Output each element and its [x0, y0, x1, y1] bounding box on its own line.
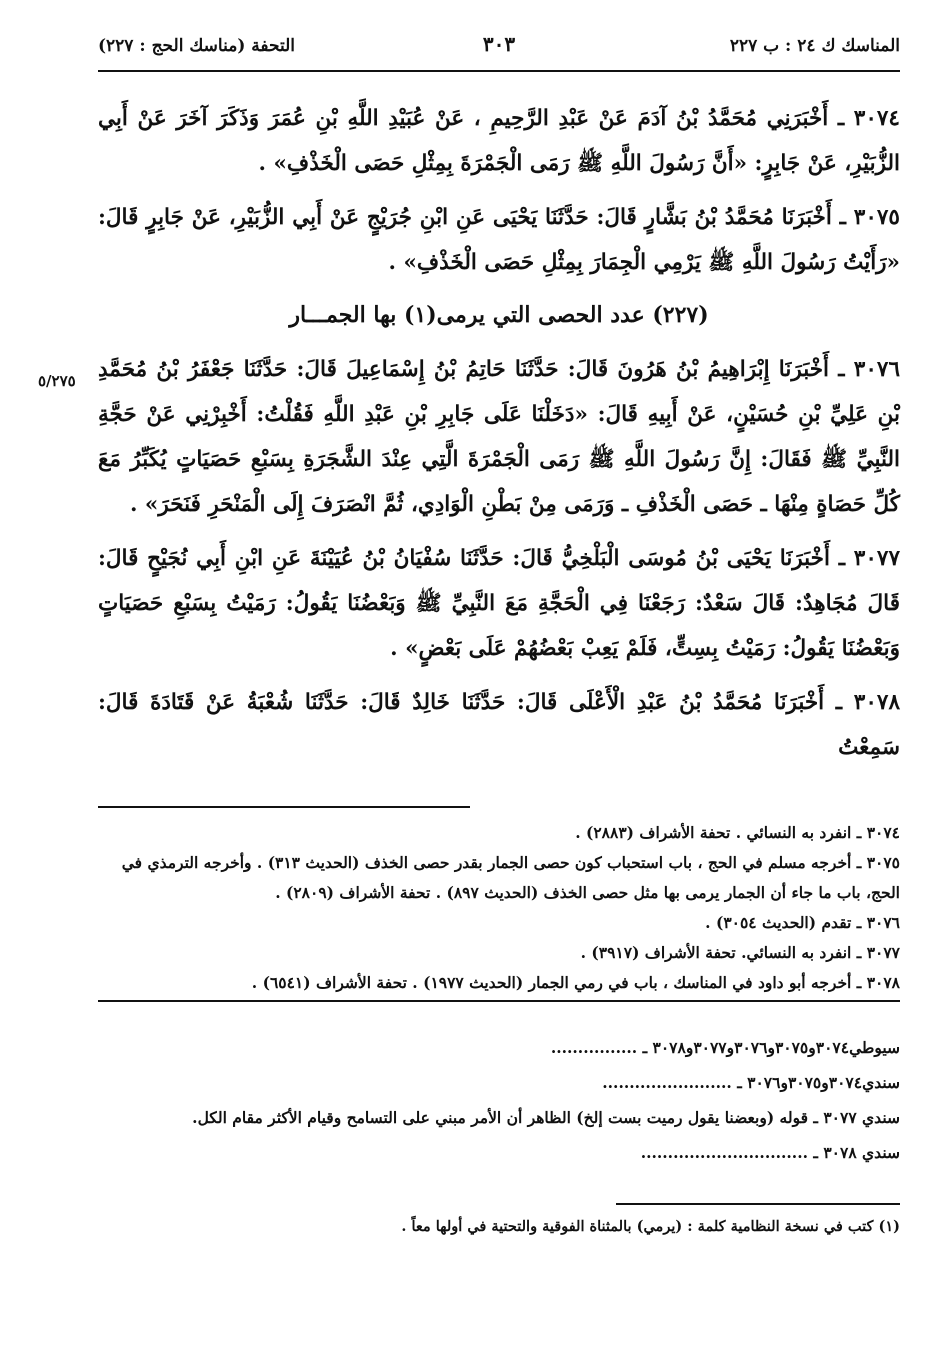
- header-chapter-ref: المناسك ك ٢٤ : ب ٢٢٧: [729, 36, 900, 56]
- reference-text: سيوطي٣٠٧٤و٣٠٧٥و٣٠٧٦و٣٠٧٧و٣٠٧٨ ـ: [642, 1038, 900, 1057]
- hadith-body: [98, 96, 900, 779]
- side-volume-note: ٥/٢٧٥: [38, 372, 76, 390]
- header-tuhfa-ref: التحفة (مناسك الحج : ٢٢٧): [98, 36, 296, 56]
- reference-text: سندي٣٠٧٤و٣٠٧٥و٣٠٧٦ ـ: [737, 1073, 900, 1092]
- reference-text: سندي ٣٠٧٨ ـ: [813, 1143, 900, 1162]
- hadith-3074: [98, 96, 900, 186]
- reference-line: [98, 1030, 900, 1065]
- hadith-3076: [98, 347, 900, 527]
- leader-dots: ...............................: [640, 1143, 808, 1162]
- reference-text: سندي ٣٠٧٧ ـ قوله (وبعضنا يقول رميت بست إلخ) الظاهر أن الأمر مبني على التسامح وقيام الأكثر مقام الكل.: [192, 1108, 900, 1127]
- commentary-divider: [98, 1000, 900, 1002]
- footnote-item: ٣٠٧٨ ـ أخرجه أبو داود في المناسك ، باب في رمي الجمار (الحديث ١٩٧٧) . تحفة الأشراف (٦٥٤١) .: [251, 973, 900, 992]
- hadith-3075: [98, 195, 900, 285]
- hadith-text: أَخْبَرَنَا يَحْيَى بْنُ مُوسَى الْبَلْخِيُّ قَالَ: حَدَّثَنَا سُفْيَانُ بْنُ عُيَيْنَةَ عَنِ ابْنِ أَبِي نُجَيْحٍ قَالَ: قَالَ مُجَاهِدٌ: قَالَ سَعْدٌ: رَجَعْنَا فِي الْحَجَّةِ مَعَ النَّبِيِّ ﷺ وَبَعْضُنَا يَقُولُ: رَمَيْتُ بِسَبْعِ حَصَيَاتٍ وَبَعْضُنَا يَقُولُ: رَمَيْتُ بِسِتٍّ، فَلَمْ يَعِبْ بَعْضُهُمْ عَلَى بَعْضٍ» .: [98, 546, 900, 661]
- section-title: (٢٢٧) عدد الحصى التي يرمى(١) بها الجمـــار: [289, 302, 709, 328]
- hadith-text: أَخْبَرَنَا مُحَمَّدُ بْنُ بَشَّارٍ قَالَ: حَدَّثَنَا يَحْيَى عَنِ ابْنِ جُرَيْجٍ عَنْ أَبِي الزُّبَيْرِ، عَنْ جَابِرٍ قَالَ: «رَأَيْتُ رَسُولَ اللَّهِ ﷺ يَرْمِي الْجِمَارَ بِمِثْلِ حَصَى الْخَذْفِ» .: [98, 205, 900, 275]
- hadith-3078: [98, 680, 900, 770]
- hadith-3077: [98, 536, 900, 671]
- variant-note-divider: [616, 1203, 900, 1205]
- hadith-number: ٣٠٧٨ ـ: [835, 690, 900, 715]
- footnote-item: ٣٠٧٦ ـ تقدم (الحديث ٣٠٥٤) .: [705, 913, 900, 932]
- hadith-text: أَخْبَرَنِي مُحَمَّدُ بْنُ آدَمَ عَنْ عَبْدِ الرَّحِيمِ ، عَنْ عُبَيْدِ اللَّهِ بْنِ عُمَرَ وَذَكَرَ آخَرَ عَنْ أَبِي الزُّبَيْرِ، عَنْ جَابِرٍ: «أَنَّ رَسُولَ اللَّهِ ﷺ رَمَى الْجَمْرَةَ بِمِثْلِ حَصَى الْخَذْفِ» .: [98, 106, 900, 176]
- leader-dots: ................: [550, 1038, 638, 1057]
- leader-dots: ........................: [602, 1073, 732, 1092]
- page-number: ٣٠٣: [482, 32, 516, 56]
- hadith-number: ٣٠٧٥ ـ: [839, 205, 900, 230]
- variant-note: (١) كتب في نسخة النظامية كلمة : (يرمي) بالمثناة الفوقية والتحتية في أولها معاً .: [401, 1218, 900, 1235]
- commentary-references: [98, 1030, 900, 1170]
- footnote-item: ٣٠٧٧ ـ انفرد به النسائي. تحفة الأشراف (٣٩١٧) .: [580, 943, 900, 962]
- hadith-number: ٣٠٧٧ ـ: [838, 546, 900, 571]
- hadith-number: ٣٠٧٦ ـ: [838, 357, 900, 382]
- hadith-text: أَخْبَرَنَا إِبْرَاهِيمُ بْنُ هَرُونَ قَالَ: حَدَّثَنَا حَاتِمُ بْنُ إِسْمَاعِيلَ قَالَ: حَدَّثَنَا جَعْفَرُ بْنُ مُحَمَّدِ بْنِ عَلِيِّ بْنِ حُسَيْنٍ، عَنْ أَبِيهِ قَالَ: «دَخَلْنَا عَلَى جَابِرِ بْنِ عَبْدِ اللَّهِ فَقُلْتُ: أَخْبِرْنِي عَنْ حَجَّةِ النَّبِيِّ ﷺ فَقَالَ: إِنَّ رَسُولَ اللَّهِ ﷺ رَمَى الْجَمْرَةَ الَّتِي عِنْدَ الشَّجَرَةِ بِسَبْعِ حَصَيَاتٍ يُكَبِّرُ مَعَ كُلِّ حَصَاةٍ مِنْهَا ـ حَصَى الْخَذْفِ ـ وَرَمَى مِنْ بَطْنِ الْوَادِي، ثُمَّ انْصَرَفَ إِلَى الْمَنْحَرِ فَنَحَرَ» .: [98, 357, 900, 517]
- hadith-text: أَخْبَرَنَا مُحَمَّدُ بْنُ عَبْدِ الْأَعْلَى قَالَ: حَدَّثَنَا خَالِدٌ قَالَ: حَدَّثَنَا شُعْبَةُ عَنْ قَتَادَةَ قَالَ: سَمِعْتُ: [98, 690, 900, 760]
- reference-line: [98, 1065, 900, 1100]
- footnote-item: ٣٠٧٥ ـ أخرجه مسلم في الحج ، باب استحباب كون حصى الجمار بقدر حصى الخذف (الحديث ٣١٣) . وأخرجه الترمذي في الحج، باب ما جاء أن الجمار يرمى بها مثل حصى الخذف (الحديث ٨٩٧) . تحفة الأشراف (٢٨٠٩) .: [121, 853, 900, 902]
- reference-line: [98, 1100, 900, 1135]
- takhrij-footnotes: [98, 818, 900, 998]
- footnote-divider: [98, 806, 470, 808]
- reference-line: [98, 1135, 900, 1170]
- page-header: [98, 30, 900, 64]
- footnote-item: ٣٠٧٤ ـ انفرد به النسائي . تحفة الأشراف (٢٨٨٣) .: [575, 823, 900, 842]
- header-divider: [98, 70, 900, 72]
- hadith-number: ٣٠٧٤ ـ: [837, 106, 900, 131]
